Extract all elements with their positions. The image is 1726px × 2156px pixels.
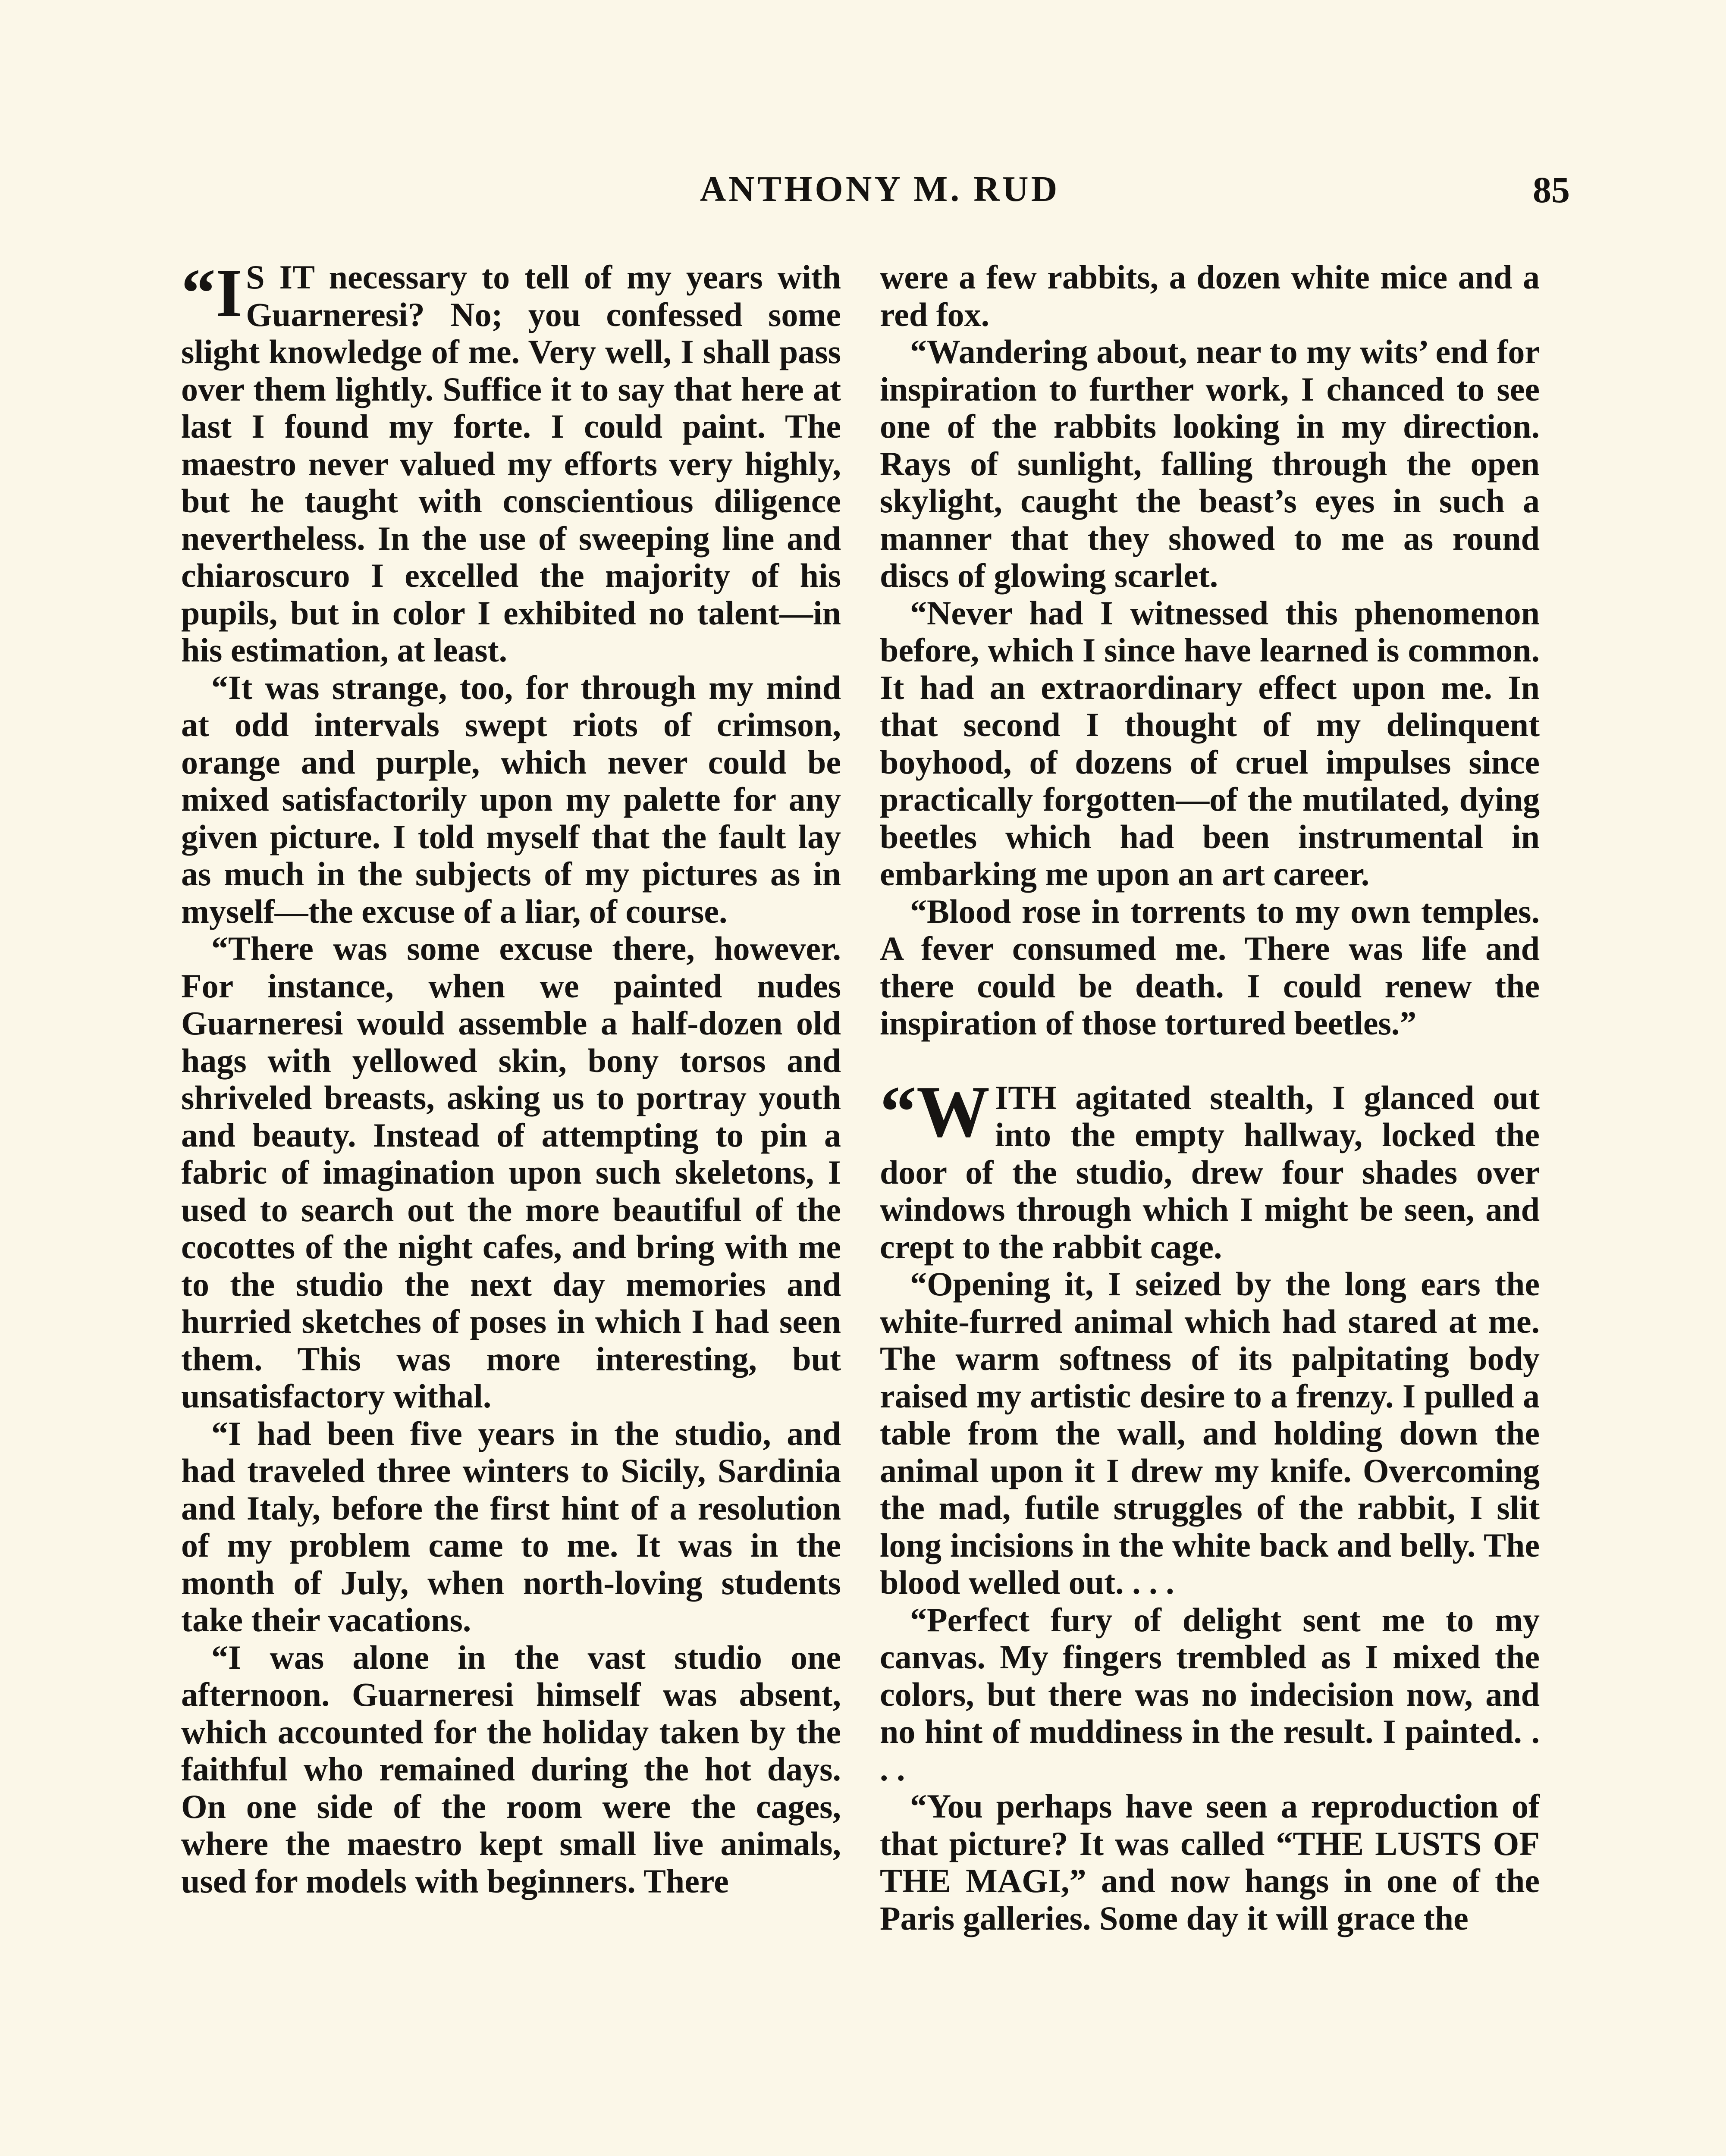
paragraph: “It was strange, too, for through my mind at odd intervals swept riots of crimson, orange and purple, which never could be mixed satisfactorily upon my palette for any given picture. I told myself that the fault lay as much in the subjects of my pictures as in myself—the excuse of a liar, of course. xyxy=(181,668,841,930)
paragraph: “Never had I witnessed this phenomenon before, which I since have learned is common. It had an extraordinary effect upon me. In that second I thought of my delinquent boyhood, of dozens of cruel impulses since practically forgotten—of the mutilated, dying beetles which had been instrumental in embarking me upon an art career. xyxy=(880,594,1540,893)
drop-cap xyxy=(181,254,243,331)
section-start-paragraph xyxy=(880,1071,1540,1266)
paragraph xyxy=(181,254,841,669)
paragraph-text: ITH agitated stealth, I glanced out into the empty hallway, locked the door of the studio, drew four shades over windows through which I might be seen, and crept to the rabbit cage. xyxy=(880,1078,1540,1266)
drop-cap-letter: I xyxy=(216,254,243,331)
paragraph: “I had been five years in the studio, and had traveled three winters to Sicily, Sardinia and Italy, before the first hint of a resolution of my problem came to me. It was in the month of July, when north-loving students take their vacations. xyxy=(181,1414,841,1639)
drop-cap-letter: W xyxy=(916,1071,990,1152)
left-column xyxy=(181,254,841,1900)
page-header xyxy=(190,168,1570,220)
paragraph-text: S IT necessary to tell of my years with Guarneresi? No; you confessed some slight knowledge of me. Very well, I shall pass over them lightly. Suffice it to say that here at last I found my forte. I could paint. The maestro never valued my efforts very highly, but he taught with conscientious diligence nevertheless. In the use of sweeping line and chiaroscuro I excelled the majority of his pupils, but in color I exhibited no talent—in his estimation, at least. xyxy=(181,258,841,669)
paragraph: “Wandering about, near to my wits’ end for inspiration to further work, I chanced to see one of the rabbits looking in my direction. Rays of sunlight, falling through the open skylight, caught the beast’s eyes in such a manner that they showed to me as round discs of glowing scarlet. xyxy=(880,333,1540,594)
running-head: ANTHONY M. RUD xyxy=(700,169,1060,209)
drop-cap xyxy=(880,1071,990,1152)
open-quote: “ xyxy=(181,254,216,331)
open-quote: “ xyxy=(880,1071,916,1152)
paragraph: were a few rabbits, a dozen white mice and a red fox. xyxy=(880,258,1540,333)
paragraph: “There was some excuse there, however. For instance, when we painted nudes Guarneresi would assemble a half-dozen old hags with yellowed skin, bony torsos and shriveled breasts, asking us to portray youth and beauty. Instead of attempting to pin a fabric of imagination upon such skeletons, I used to search out the more beautiful of the cocottes of the night cafes, and bring with me to the studio the next day memories and hurried sketches of poses in which I had seen them. This was more interesting, but unsatisfactory withal. xyxy=(181,930,841,1415)
paragraph: “Opening it, I seized by the long ears the white-furred animal which had stared at me. The warm softness of its palpitating body raised my artistic desire to a frenzy. I pulled a table from the wall, and holding down the animal upon it I drew my knife. Overcoming the mad, futile struggles of the rabbit, I slit long incisions in the white back and belly. The blood welled out. . . . xyxy=(880,1265,1540,1601)
right-column xyxy=(880,259,1540,1937)
paragraph: “Blood rose in torrents to my own temples. A fever consumed me. There was life and there could be death. I could renew the inspiration of those tortured beetles.” xyxy=(880,892,1540,1042)
paragraph: “Perfect fury of delight sent me to my canvas. My fingers trembled as I mixed the colors, but there was no indecision now, and no hint of muddiness in the result. I painted. . . . xyxy=(880,1601,1540,1788)
paragraph: “You perhaps have seen a reproduction of that picture? It was called “THE LUSTS OF THE MAGI,” and now hangs in one of the Paris galleries. Some day it will grace the xyxy=(880,1787,1540,1937)
paragraph: “I was alone in the vast studio one afternoon. Guarneresi himself was absent, which accounted for the holiday taken by the faithful who remained during the hot days. On one side of the room were the cages, where the maestro kept small live animals, used for models with beginners. There xyxy=(181,1638,841,1900)
page-number: 85 xyxy=(1533,169,1570,210)
